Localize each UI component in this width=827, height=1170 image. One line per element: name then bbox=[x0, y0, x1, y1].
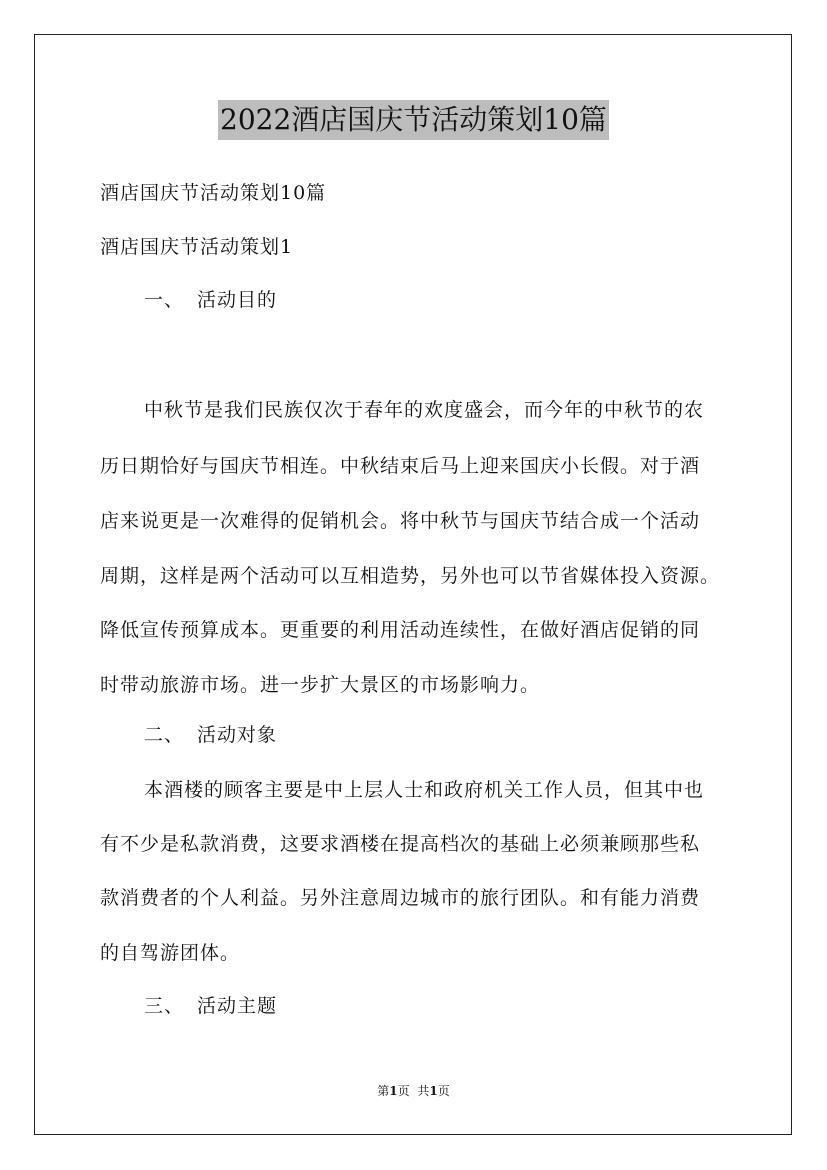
total-pages: 1 bbox=[429, 1084, 438, 1098]
title-container bbox=[0, 100, 827, 140]
section-title: 酒店国庆节活动策划1 bbox=[100, 236, 294, 258]
page-footer bbox=[0, 1082, 827, 1100]
paragraph-1-line: 中秋节是我们民族仅次于春年的欢度盛会，而今年的中秋节的农 bbox=[144, 399, 705, 421]
page-unit: 页 bbox=[397, 1084, 410, 1098]
heading-2-text: 活动对象 bbox=[197, 724, 278, 746]
total-label: 共 bbox=[417, 1084, 430, 1098]
heading-3-number: 三、 bbox=[144, 995, 185, 1017]
paragraph-2-line: 的自驾游团体。 bbox=[100, 942, 241, 964]
page-label: 第 bbox=[377, 1084, 390, 1098]
heading-1-number: 一、 bbox=[144, 289, 185, 311]
paragraph-1-line: 历日期恰好与国庆节相连。中秋结束后马上迎来国庆小长假。对于酒 bbox=[100, 455, 701, 477]
paragraph-2-line: 本酒楼的顾客主要是中上层人士和政府机关工作人员，但其中也 bbox=[144, 779, 705, 801]
heading-1 bbox=[144, 287, 277, 313]
paragraph-2-line: 有不少是私款消费，这要求酒楼在提高档次的基础上必须兼顾那些私 bbox=[100, 833, 701, 855]
paragraph-1-line: 时带动旅游市场。进一步扩大景区的市场影响力。 bbox=[100, 674, 541, 696]
paragraph-1-line: 店来说更是一次难得的促销机会。将中秋节与国庆节结合成一个活动 bbox=[100, 510, 701, 532]
heading-2-number: 二、 bbox=[144, 724, 185, 746]
paragraph-2-line: 款消费者的个人利益。另外注意周边城市的旅行团队。和有能力消费 bbox=[100, 887, 701, 909]
heading-3 bbox=[144, 993, 277, 1019]
heading-2 bbox=[144, 722, 277, 748]
document-subtitle: 酒店国庆节活动策划10篇 bbox=[100, 182, 327, 204]
total-unit: 页 bbox=[437, 1084, 450, 1098]
paragraph-1-line: 降低宣传预算成本。更重要的利用活动连续性，在做好酒店促销的同 bbox=[100, 619, 701, 641]
document-title: 2022酒店国庆节活动策划10篇 bbox=[218, 100, 609, 140]
paragraph-1-line: 周期，这样是两个活动可以互相造势，另外也可以节省媒体投入资源。 bbox=[100, 565, 721, 587]
heading-3-text: 活动主题 bbox=[197, 995, 278, 1017]
page-number: 1 bbox=[389, 1084, 398, 1098]
heading-1-text: 活动目的 bbox=[197, 289, 278, 311]
